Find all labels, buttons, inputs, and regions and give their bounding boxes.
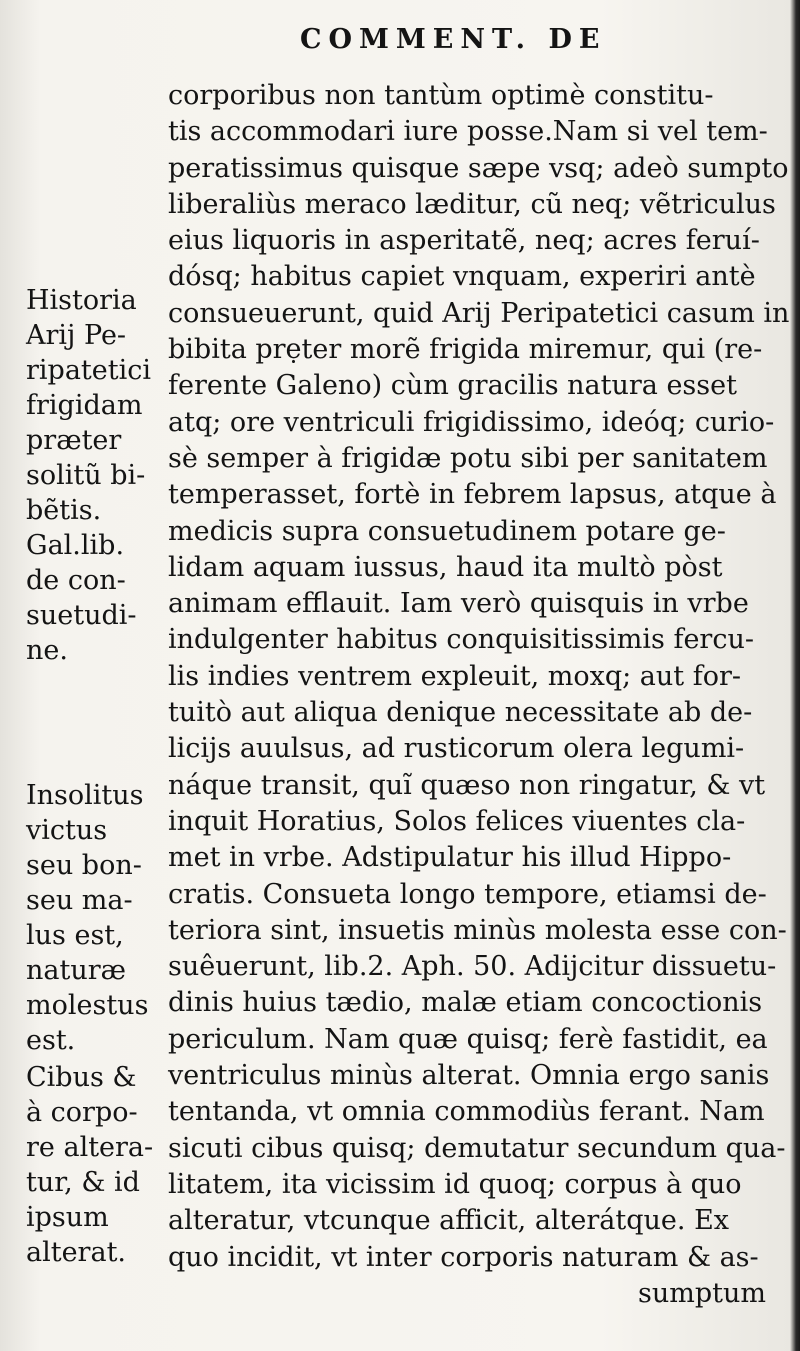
margin-line: solitũ bi- [26,460,146,491]
text-line: lidam aquam iussus, haud ita multò pòst [168,551,723,583]
text-line: periculum. Nam quæ quisq; ferè fastidit, ea [168,1023,768,1055]
text-line: ventriculus minùs alterat. Omnia ergo sanis [168,1060,770,1092]
margin-line: Arij Pe- [26,320,127,351]
text-line: indulgenter habitus conquisitissimis fercu- [168,624,754,656]
margin-line: ripatetici [26,355,151,386]
text-line: tis accommodari iure posse.Nam si vel tem- [168,116,768,148]
margin-line: Historia [26,285,137,316]
margin-line: frigidam [26,390,143,421]
text-line: tentanda, vt omnia commodiùs ferant. Nam [168,1096,765,1128]
margin-line: à corpo- [26,1097,138,1128]
text-line: quo incidit, vt inter corporis naturam & as- [168,1241,759,1273]
text-line: inquit Horatius, Solos felices viuentes cla- [168,805,746,837]
margin-line: Insolitus [26,780,144,811]
text-line: animam efflauit. Iam verò quisquis in vrbe [168,588,749,620]
text-line: atq; ore ventriculi frigidissimo, ideóq; curio- [168,406,775,438]
text-line: licijs auulsus, ad rusticorum olera legumi- [168,733,745,765]
text-line: corporibus non tantùm optimè constitu- [168,80,714,111]
text-line: dinis huius tædio, malæ etiam concoctionis [168,987,763,1019]
text-line: met in vrbe. Adstipulatur his illud Hippo- [168,842,732,874]
margin-line: tur, & id [26,1167,140,1198]
margin-note-cibus [26,1060,176,1270]
text-line: liberaliùs meraco læditur, cũ neq; vẽtriculus [168,188,776,220]
text-line: teriora sint, insuetis minùs molesta esse con- [168,914,787,946]
margin-line: Cibus & [26,1062,137,1093]
text-line: dósq; habitus capiet vnquam, experiri antè [168,261,756,293]
margin-line: seu bon- [26,850,142,881]
text-line: litatem, ita vicissim id quoq; corpus à quo [168,1168,742,1200]
text-line: temperasset, fortè in febrem lapsus, atque à [168,479,777,511]
text-line: consueuerunt, quid Arij Peripatetici casum in [168,297,790,329]
text-line: náque transit, quĩ quæso non ringatur, & vt [168,769,766,801]
margin-line: bẽtis. [26,495,102,526]
text-line: alteratur, vtcunque afficit, alterátque. Ex [168,1205,730,1237]
margin-line: victus [26,815,108,846]
catchword: sumptum [638,1277,766,1309]
text-line: ferente Galeno) cùm gracilis natura esset [168,370,737,402]
margin-line: molestus [26,990,149,1021]
margin-line: lus est, [26,920,124,951]
text-line: bibita prẹter morẽ frigida miremur, qui (re- [168,334,763,366]
margin-line: præter [26,425,122,456]
text-line: sicuti cibus quisq; demutatur secundum qua- [168,1132,786,1164]
margin-line: de con- [26,565,126,596]
margin-line: re altera- [26,1132,154,1163]
margin-line: Gal.lib. [26,530,125,561]
text-line: tuitò aut aliqua denique necessitate ab de- [168,697,753,729]
text-line: sè semper à frigidæ potu sibi per sanitatem [168,442,768,474]
margin-line: ipsum [26,1202,109,1233]
text-line: lis indies ventrem expleuit, moxq; aut for- [168,660,741,692]
running-head: COMMENT. DE [300,24,607,55]
margin-line: est. [26,1025,76,1056]
margin-line: alterat. [26,1237,126,1268]
text-line: cratis. Consueta longo tempore, etiamsi de- [168,878,767,910]
margin-line: naturæ [26,955,127,986]
text-line: peratissimus quisque sæpe vsq; adeò sumpto [168,152,789,184]
margin-line: suetudi- [26,600,137,631]
margin-note-insolitus [26,778,176,1058]
margin-note-historia [26,283,176,668]
text-line: medicis supra consuetudinem potare ge- [168,515,726,547]
margin-line: seu ma- [26,885,133,916]
margin-line: ne. [26,635,68,666]
text-line: suêuerunt, lib.2. Aph. 50. Adijcitur dissuetu- [168,951,777,983]
main-text-block [168,78,790,1312]
text-line: eius liquoris in asperitatẽ, neq; acres feruí- [168,225,760,257]
